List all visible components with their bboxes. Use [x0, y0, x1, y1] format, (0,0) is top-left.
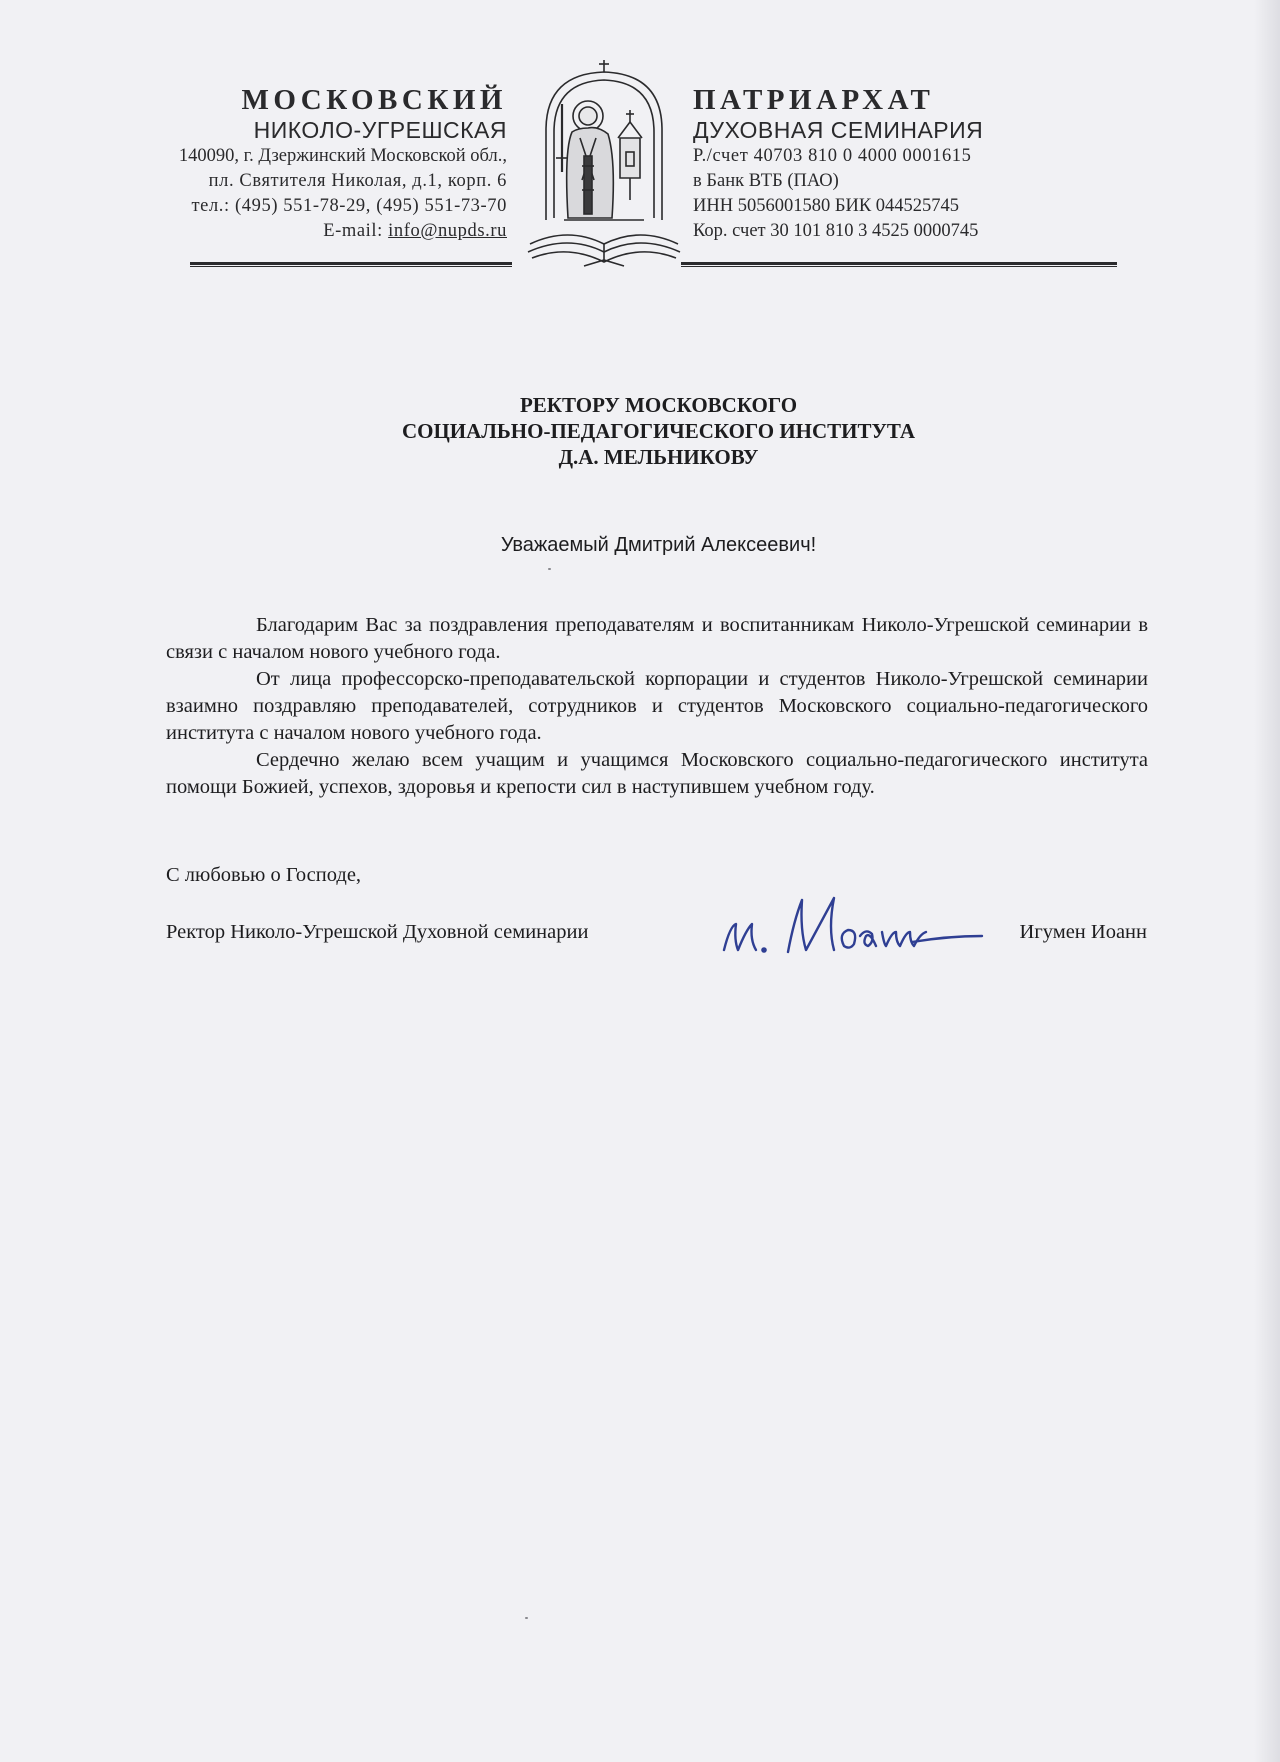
- address-line: 140090, г. Дзержинский Московской обл.,: [178, 146, 507, 166]
- signatory-title: Ректор Николо-Угрешской Духовной семинарии: [166, 921, 589, 943]
- email-link[interactable]: info@nupds.ru: [388, 221, 507, 241]
- letterhead-left-title: МОСКОВСКИЙ: [241, 84, 507, 116]
- body-paragraph: Сердечно желаю всем учащим и учащимся Московского социально-педагогического института помощи Божией, успехов, здоровья и крепости сил в наступившем учебном году.: [166, 749, 1148, 798]
- body-paragraph: Благодарим Вас за поздравления преподавателям и воспитанникам Николо-Угрешской семинарии в связи с началом нового учебного года.: [166, 614, 1148, 663]
- phone-line: тел.: (495) 551-78-29, (495) 551-73-70: [191, 196, 507, 216]
- letterhead-right-subtitle: ДУХОВНАЯ СЕМИНАРИЯ: [693, 117, 984, 143]
- addressee-line: СОЦИАЛЬНО-ПЕДАГОГИЧЕСКОГО ИНСТИТУТА: [401, 419, 916, 443]
- addressee-line: РЕКТОРУ МОСКОВСКОГО: [519, 393, 798, 417]
- saint-nicholas-emblem-icon: [524, 60, 684, 272]
- tax-id-line: ИНН 5056001580 БИК 044525745: [693, 196, 960, 216]
- letterhead-rule-left: [190, 262, 512, 267]
- greeting: Уважаемый Дмитрий Алексеевич!: [500, 534, 817, 556]
- paper-speck: [548, 568, 551, 570]
- letterhead-left-subtitle: НИКОЛО-УГРЕШСКАЯ: [253, 117, 507, 143]
- page-edge-shadow: [1254, 0, 1280, 1762]
- email-label: E-mail:: [323, 221, 389, 241]
- body-paragraph: От лица профессорско-преподавательской корпорации и студентов Николо-Угрешской семинарии взаимно поздравляю преподавателей, сотрудников и студентов Московского социально-педагогического института с началом нового учебного года.: [166, 668, 1148, 744]
- email-line: [87, 219, 507, 244]
- bank-name-line: в Банк ВТБ (ПАО): [693, 171, 839, 191]
- correspondent-account-line: Кор. счет 30 101 810 3 4525 0000745: [693, 221, 979, 241]
- letterhead-left: [87, 84, 507, 244]
- bank-account-line: Р./счет 40703 810 0 4000 0001615: [693, 146, 972, 166]
- letterhead-right: [693, 84, 1113, 244]
- closing-phrase: С любовью о Господе,: [166, 864, 362, 886]
- letter-body: [166, 612, 1148, 801]
- addressee-block: [190, 392, 1127, 470]
- paper-speck: [525, 1617, 528, 1619]
- signatory-name: Игумен Иоанн: [1019, 921, 1147, 943]
- addressee-line: Д.А. МЕЛЬНИКОВУ: [558, 445, 759, 469]
- letterhead-right-title: ПАТРИАРХАТ: [693, 84, 935, 116]
- letterhead-rule-right: [681, 262, 1117, 267]
- address-line: пл. Святителя Николая, д.1, корп. 6: [208, 171, 507, 191]
- handwritten-signature-icon: [716, 880, 986, 966]
